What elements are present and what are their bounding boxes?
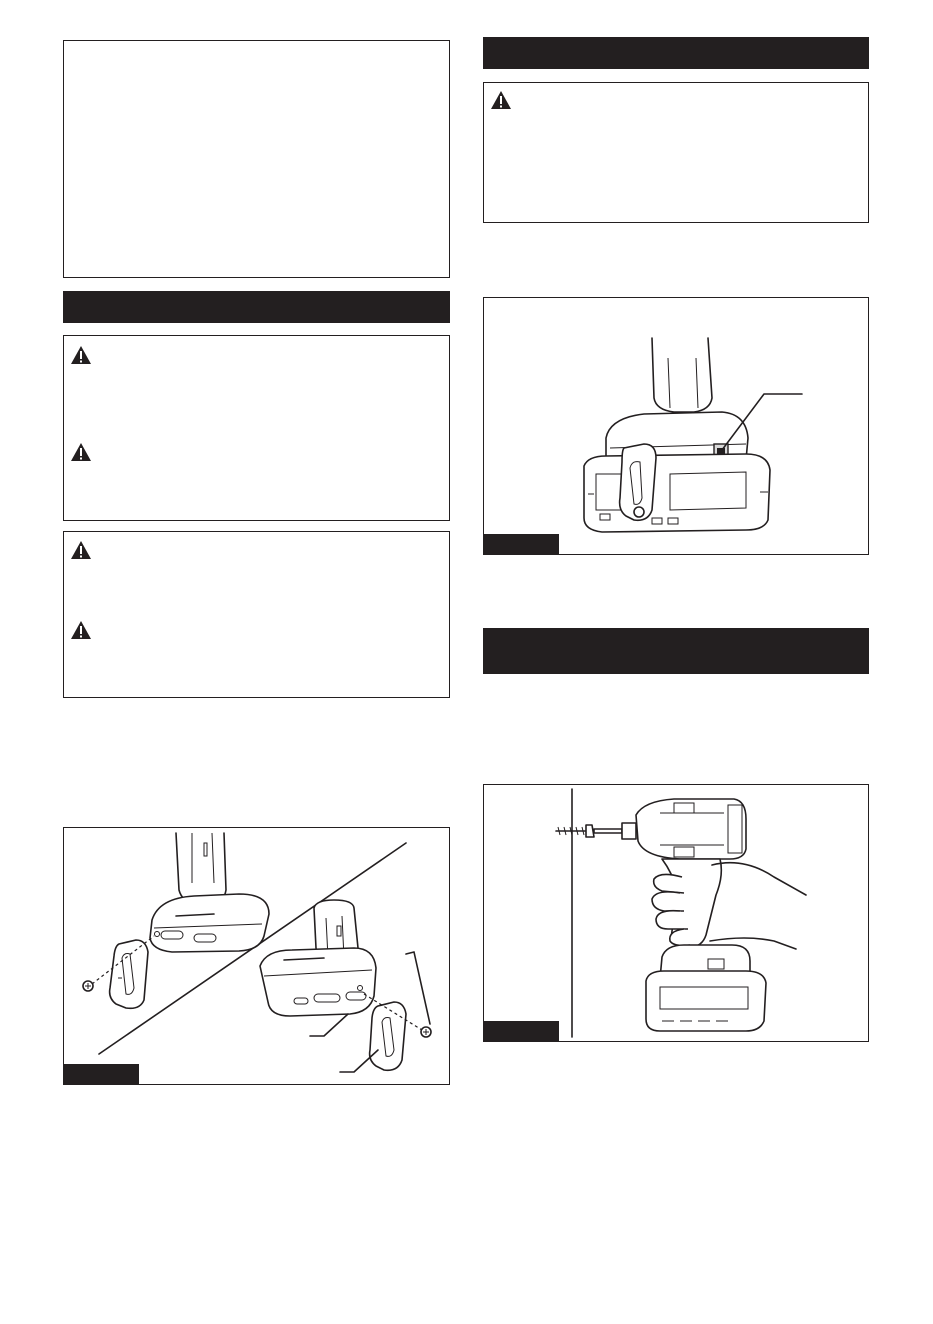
figure-label-battery	[484, 534, 559, 554]
figure-operation	[483, 784, 869, 1042]
figure-battery-indicator	[483, 297, 869, 555]
hook-installation-illustration	[64, 828, 449, 1084]
warning-triangle-icon	[70, 345, 92, 365]
operation-illustration	[484, 785, 868, 1041]
section-title-bar-right-2	[483, 628, 869, 674]
battery-indicator-illustration	[484, 298, 868, 554]
warning-triangle-icon	[490, 90, 512, 110]
warning-triangle-icon	[70, 540, 92, 560]
figure-label-hook	[64, 1064, 139, 1084]
figure-label-operation	[484, 1021, 559, 1041]
warning-triangle-icon	[70, 620, 92, 640]
figure-hook-installation	[63, 827, 450, 1085]
warning-triangle-icon	[70, 442, 92, 462]
caution-box-right	[483, 82, 869, 223]
caution-box-2	[63, 531, 450, 698]
section-title-bar-left	[63, 291, 450, 323]
section-title-bar-right	[483, 37, 869, 69]
notice-box-top	[63, 40, 450, 278]
caution-box-1	[63, 335, 450, 521]
